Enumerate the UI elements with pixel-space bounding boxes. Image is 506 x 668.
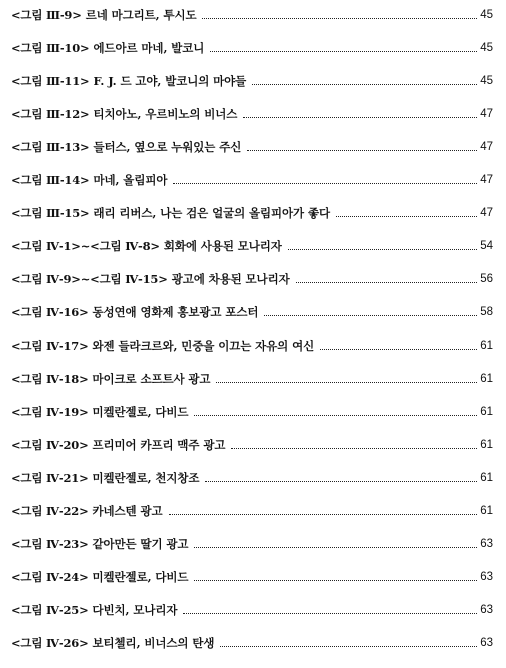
figure-title: 회화에 사용된 모나리자 — [163, 239, 282, 253]
list-item — [11, 498, 493, 518]
dot-leader — [252, 84, 477, 85]
page-number: 54 — [480, 240, 493, 252]
page-number: 61 — [480, 340, 493, 352]
figure-label: <그림 Ⅲ-11> — [11, 74, 90, 88]
page-number: 47 — [480, 108, 493, 120]
figure-label: <그림 Ⅳ-20> — [11, 438, 89, 452]
dot-leader — [288, 249, 477, 250]
figure-label: <그림 Ⅳ-9>~<그림 Ⅳ-15> — [11, 272, 168, 286]
dot-leader — [210, 51, 477, 52]
list-item — [11, 200, 493, 220]
dot-leader — [169, 514, 478, 515]
list-item — [11, 167, 493, 187]
page-number: 61 — [480, 406, 493, 418]
figure-label: <그림 Ⅳ-24> — [11, 570, 89, 584]
dot-leader — [264, 315, 477, 316]
dot-leader — [194, 580, 477, 581]
dot-leader — [205, 481, 477, 482]
list-item — [11, 432, 493, 452]
figure-title: 미켈란젤로, 다비드 — [92, 570, 189, 584]
figure-title: 에드아르 마네, 발코니 — [93, 41, 205, 55]
figure-label: <그림 Ⅲ-13> — [11, 140, 90, 154]
figure-title: 마이크로 소프트사 광고 — [92, 372, 211, 386]
figure-label: <그림 Ⅲ-14> — [11, 173, 90, 187]
figure-title: 다빈치, 모나리자 — [92, 603, 178, 617]
dot-leader — [231, 448, 477, 449]
figure-label: <그림 Ⅳ-16> — [11, 305, 89, 319]
list-item — [11, 299, 493, 319]
figure-label: <그림 Ⅳ-21> — [11, 471, 89, 485]
dot-leader — [220, 646, 477, 647]
page-number: 63 — [480, 604, 493, 616]
list-item — [11, 597, 493, 617]
page-number: 45 — [480, 75, 493, 87]
figure-title: 미켈란젤로, 천지창조 — [92, 471, 200, 485]
list-item — [11, 399, 493, 419]
figure-title: 카네스텐 광고 — [92, 504, 163, 518]
page-number: 63 — [480, 571, 493, 583]
figure-label: <그림 Ⅲ-9> — [11, 8, 82, 22]
figure-title: 래리 리버스, 나는 검은 얼굴의 올림피아가 좋다 — [93, 206, 330, 220]
figure-label: <그림 Ⅳ-23> — [11, 537, 89, 551]
dot-leader — [202, 18, 477, 19]
dot-leader — [173, 183, 477, 184]
page-number: 45 — [480, 42, 493, 54]
list-item — [11, 333, 493, 353]
page-number: 58 — [480, 306, 493, 318]
page-number: 47 — [480, 174, 493, 186]
dot-leader — [336, 216, 477, 217]
list-item — [11, 564, 493, 584]
figure-label: <그림 Ⅳ-1>~<그림 Ⅳ-8> — [11, 239, 160, 253]
list-item — [11, 366, 493, 386]
figure-label: <그림 Ⅳ-17> — [11, 339, 89, 353]
figure-label: <그림 Ⅳ-18> — [11, 372, 89, 386]
list-item — [11, 101, 493, 121]
dot-leader — [243, 117, 477, 118]
page-number: 63 — [480, 637, 493, 649]
page-number: 61 — [480, 439, 493, 451]
figure-title: 티치아노, 우르비노의 비너스 — [93, 107, 238, 121]
page-number: 47 — [480, 141, 493, 153]
figure-title: 마네, 올림피아 — [93, 173, 168, 187]
page-number: 45 — [480, 9, 493, 21]
figure-label: <그림 Ⅳ-22> — [11, 504, 89, 518]
list-item — [11, 630, 493, 650]
page-number: 61 — [480, 373, 493, 385]
dot-leader — [183, 613, 477, 614]
list-item — [11, 531, 493, 551]
page-number: 61 — [480, 505, 493, 517]
figure-label: <그림 Ⅲ-10> — [11, 41, 90, 55]
figure-label: <그림 Ⅲ-15> — [11, 206, 90, 220]
dot-leader — [216, 382, 477, 383]
page-number: 61 — [480, 472, 493, 484]
figure-label: <그림 Ⅳ-26> — [11, 636, 89, 650]
figure-label: <그림 Ⅳ-19> — [11, 405, 89, 419]
figure-title: 동성연애 영화제 홍보광고 포스터 — [92, 305, 259, 319]
figure-title: 와젠 들라크르와, 민중을 이끄는 자유의 여신 — [92, 339, 315, 353]
list-item — [11, 2, 493, 22]
figure-label: <그림 Ⅲ-12> — [11, 107, 90, 121]
list-item — [11, 465, 493, 485]
page-number: 47 — [480, 207, 493, 219]
figure-title: 르네 마그리트, 투시도 — [85, 8, 197, 22]
list-item — [11, 233, 493, 253]
figure-title: 들터스, 옆으로 누워있는 주신 — [93, 140, 242, 154]
dot-leader — [194, 547, 477, 548]
list-item — [11, 68, 493, 88]
figure-label: <그림 Ⅳ-25> — [11, 603, 89, 617]
list-item — [11, 35, 493, 55]
dot-leader — [296, 282, 477, 283]
figure-title: 미켈란젤로, 다비드 — [92, 405, 189, 419]
list-item — [11, 266, 493, 286]
figure-title: 광고에 차용된 모나리자 — [171, 272, 290, 286]
figure-title: 같아만든 딸기 광고 — [92, 537, 189, 551]
page-number: 56 — [480, 273, 493, 285]
dot-leader — [194, 415, 477, 416]
figure-title: 보티첼리, 비너스의 탄생 — [92, 636, 215, 650]
figure-title: 프리미어 카프리 맥주 광고 — [92, 438, 226, 452]
dot-leader — [320, 349, 477, 350]
figure-title: F. J. 드 고야, 발코니의 마야들 — [93, 74, 247, 88]
list-item — [11, 134, 493, 154]
page-number: 63 — [480, 538, 493, 550]
dot-leader — [247, 150, 477, 151]
